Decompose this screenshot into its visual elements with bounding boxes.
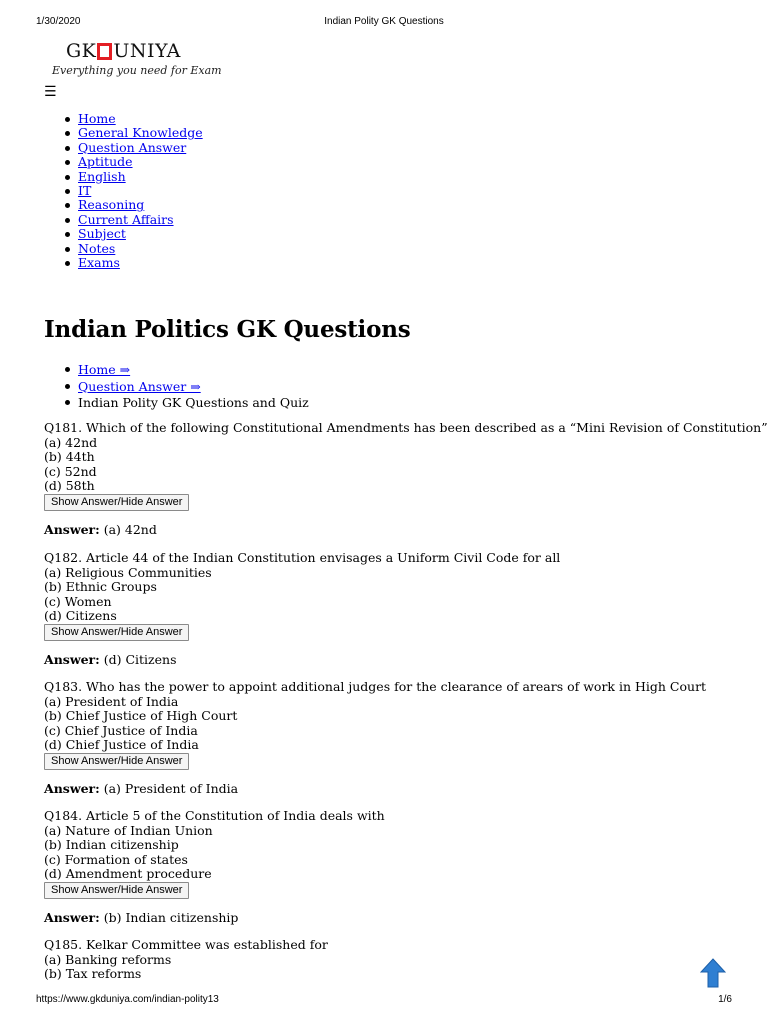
question-text: Q184. Article 5 of the Constitution of India deals with — [44, 808, 385, 823]
option-c: (c) 52nd — [44, 463, 97, 479]
nav-item-general-knowledge — [78, 126, 203, 140]
nav-link-reasoning[interactable]: Reasoning — [78, 197, 145, 213]
option-b: (b) Indian citizenship — [44, 837, 179, 852]
nav-link-aptitude[interactable]: Aptitude — [78, 154, 133, 170]
print-header — [36, 16, 732, 32]
show-answer-button[interactable]: Show Answer/Hide Answer — [44, 624, 189, 641]
nav-item-exams — [78, 256, 203, 270]
nav-link-general-knowledge[interactable]: General Knowledge — [78, 125, 203, 141]
option-c: (c) Chief Justice of India — [44, 722, 198, 738]
option-c: (c) Formation of states — [44, 851, 188, 867]
logo-text-right: UNIYA — [113, 40, 181, 62]
logo-tagline: Everything you need for Exam — [52, 64, 222, 77]
scroll-to-top-button[interactable] — [700, 958, 726, 988]
question-text: Q182. Article 44 of the Indian Constitution envisages a Uniform Civil Code for all — [44, 550, 561, 565]
question-text: Q185. Kelkar Committee was established for — [44, 937, 328, 952]
nav-item-aptitude — [78, 155, 203, 169]
option-a: (a) President of India — [44, 693, 179, 709]
nav-item-notes — [78, 242, 203, 256]
nav-link-english[interactable]: English — [78, 168, 126, 184]
answer-text — [44, 911, 238, 926]
nav-link-it[interactable]: IT — [78, 182, 92, 198]
option-a: (a) 42nd — [44, 434, 98, 450]
question-block — [44, 420, 768, 537]
question-block — [44, 808, 385, 925]
answer-text — [44, 653, 176, 668]
nav-link-home[interactable]: Home — [78, 111, 116, 126]
answer-text — [44, 523, 157, 538]
print-page-number: 1/6 — [718, 994, 732, 1005]
print-footer — [36, 994, 732, 1010]
option-d: (d) 58th — [44, 478, 95, 493]
option-b: (b) Ethnic Groups — [44, 579, 157, 594]
nav-item-subject — [78, 227, 203, 241]
nav-link-subject[interactable]: Subject — [78, 226, 126, 242]
logo-wordmark — [66, 40, 181, 62]
answer-value: (d) Citizens — [99, 652, 177, 667]
menu-icon[interactable]: ☰ — [44, 84, 57, 100]
nav-link-question-answer[interactable]: Question Answer — [78, 139, 187, 155]
logo-text-left: GK — [66, 40, 97, 62]
page-title: Indian Politics GK Questions — [44, 316, 411, 343]
nav-item-current-affairs — [78, 213, 203, 227]
show-answer-button[interactable]: Show Answer/Hide Answer — [44, 494, 189, 511]
breadcrumb-item — [78, 362, 309, 379]
answer-value: (a) President of India — [99, 781, 239, 796]
nav-link-notes[interactable]: Notes — [78, 240, 116, 256]
option-b: (b) Chief Justice of High Court — [44, 708, 238, 723]
arrow-up-icon — [700, 958, 726, 988]
nav-link-exams[interactable]: Exams — [78, 254, 120, 270]
option-b: (b) 44th — [44, 449, 95, 464]
nav-item-question-answer — [78, 141, 203, 155]
print-url: https://www.gkduniya.com/indian-polity13 — [36, 994, 219, 1005]
option-d: (d) Chief Justice of India — [44, 737, 199, 752]
print-title: Indian Polity GK Questions — [324, 16, 444, 27]
option-a: (a) Banking reforms — [44, 951, 172, 967]
answer-label: Answer: — [44, 781, 100, 796]
question-block — [44, 938, 328, 982]
print-date: 1/30/2020 — [36, 16, 81, 27]
show-answer-button[interactable]: Show Answer/Hide Answer — [44, 753, 189, 770]
option-a: (a) Religious Communities — [44, 564, 212, 580]
option-d: (d) Citizens — [44, 608, 117, 623]
option-b: (b) Tax reforms — [44, 966, 142, 981]
breadcrumb-item — [78, 379, 309, 396]
question-block — [44, 550, 561, 667]
option-c: (c) Women — [44, 593, 112, 609]
site-logo[interactable] — [52, 40, 222, 82]
nav-item-it — [78, 184, 203, 198]
answer-label: Answer: — [44, 910, 100, 925]
nav-item-english — [78, 170, 203, 184]
nav-link-current-affairs[interactable]: Current Affairs — [78, 211, 174, 227]
question-block — [44, 679, 707, 796]
logo-box-icon — [97, 43, 112, 60]
breadcrumb-section-link[interactable]: Question Answer ⇒ — [78, 378, 201, 394]
nav-item-reasoning — [78, 198, 203, 212]
show-answer-button[interactable]: Show Answer/Hide Answer — [44, 882, 189, 899]
breadcrumb-current: Indian Polity GK Questions and Quiz — [78, 395, 309, 410]
answer-value: (b) Indian citizenship — [99, 910, 239, 925]
answer-text — [44, 782, 238, 797]
answer-label: Answer: — [44, 652, 100, 667]
option-a: (a) Nature of Indian Union — [44, 822, 213, 838]
question-text: Q183. Who has the power to appoint additional judges for the clearance of arears of work in High Court — [44, 679, 707, 694]
breadcrumb-home-link[interactable]: Home ⇒ — [78, 362, 131, 377]
answer-label: Answer: — [44, 522, 100, 537]
breadcrumb — [78, 362, 309, 412]
nav-item-home — [78, 112, 203, 126]
question-text: Q181. Which of the following Constitutional Amendments has been described as a “Mini Revision of Constitution” — [44, 420, 768, 435]
main-nav — [78, 112, 203, 270]
option-d: (d) Amendment procedure — [44, 866, 212, 881]
answer-value: (a) 42nd — [99, 522, 157, 537]
